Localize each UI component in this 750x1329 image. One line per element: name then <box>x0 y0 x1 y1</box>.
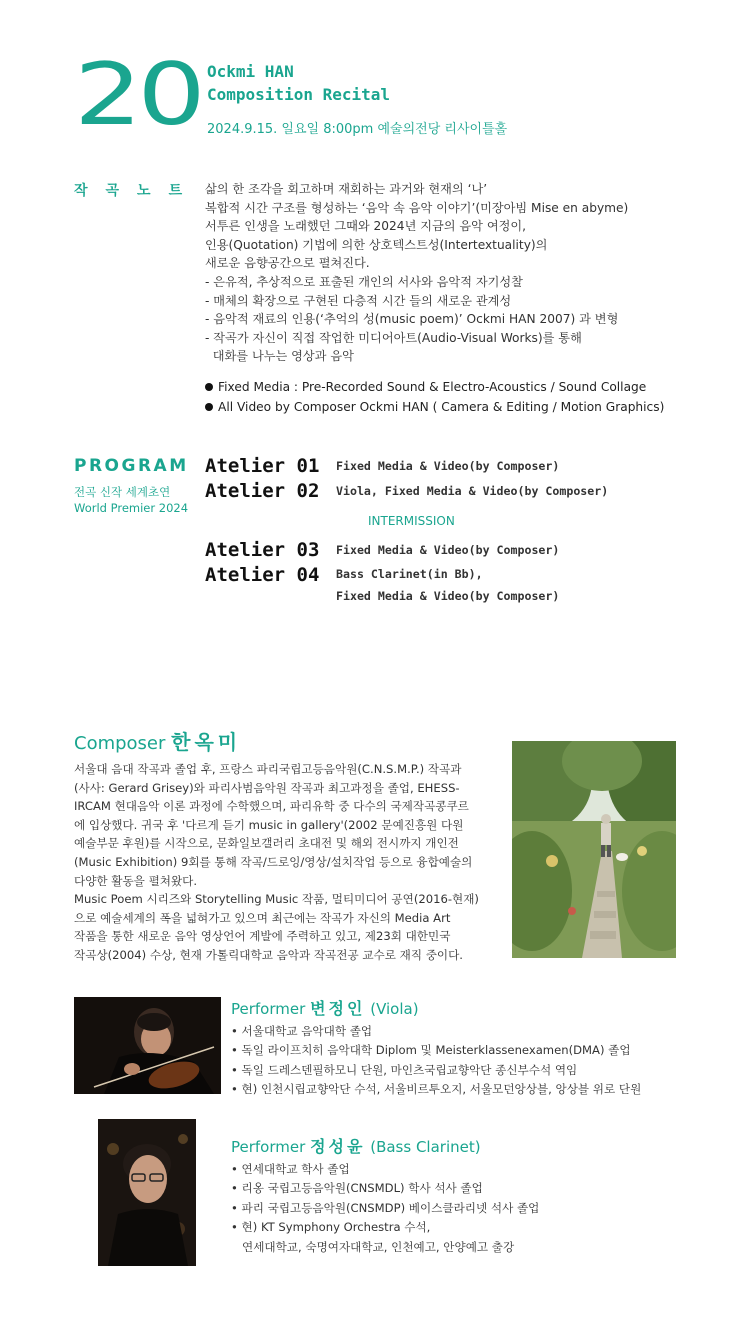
bio-line: 작품을 통한 새로운 음악 영상언어 계발에 주력하고 있고, 제23회 대한민국 <box>74 929 451 944</box>
performer-instrument: (Bass Clarinet) <box>370 1138 481 1156</box>
notes-line: - 은유적, 추상적으로 표출된 개인의 서사와 음악적 자기성찰 <box>205 274 523 289</box>
notes-line: - 음악적 재료의 인용(‘추억의 성(music poem)’ Ockmi HAN 2007) 과 변형 <box>205 312 619 327</box>
notes-line: 대화를 나누는 영상과 음악 <box>205 349 354 364</box>
list-item: • 연세대학교 학사 졸업 <box>231 1160 701 1179</box>
bio-line: (Music Exhibition) 9회를 통해 작곡/드로잉/영상/설치작업 등으로 융합예술의 <box>74 854 473 869</box>
bullet-item: All Video by Composer Ockmi HAN ( Camera & Editing / Motion Graphics) <box>205 398 725 418</box>
bio-line: Music Poem 시리즈와 Storytelling Music 작품, 멀티미디어 공연(2016-현재) <box>74 892 479 907</box>
atelier-04-title: Atelier 04 <box>205 564 320 586</box>
performer-name: 정성윤 <box>310 1137 366 1156</box>
bullet-dot-icon <box>205 383 213 391</box>
composer-notes-text <box>205 180 725 366</box>
list-item: • 독일 드레스덴필하모니 단원, 마인츠국립교향악단 종신부수석 역임 <box>231 1061 701 1080</box>
atelier-02-desc: Viola, Fixed Media & Video(by Composer) <box>336 484 609 498</box>
list-item: • 현) KT Symphony Orchestra 수석, <box>231 1218 701 1237</box>
bio-line: 예술부문 후원)를 시작으로, 문화일보갤러리 초대전 및 해외 전시까지 개인전 <box>74 836 459 851</box>
violist-photo <box>74 997 221 1094</box>
composer-role: Composer <box>74 733 166 754</box>
list-item: • 파리 국립고등음악원(CNSMDP) 베이스클라리넷 석사 졸업 <box>231 1199 701 1218</box>
atelier-03-desc: Fixed Media & Video(by Composer) <box>336 543 560 557</box>
list-item: • 독일 라이프치히 음악대학 Diplom 및 Meisterklassenexamen(DMA) 졸업 <box>231 1041 701 1060</box>
bullet-dot-icon <box>205 403 213 411</box>
notes-line: 서투른 인생을 노래했던 그때와 2024년 지금의 음악 여정이, <box>205 219 527 234</box>
performer-viola-list <box>231 1022 701 1100</box>
list-item: • 현) 인천시립교향악단 수석, 서울비르투오지, 서울모던앙상블, 앙상블 위로 단원 <box>231 1080 701 1099</box>
atelier-04-desc-line1: Bass Clarinet(in Bb), <box>336 567 483 581</box>
list-item: • 서울대학교 음악대학 졸업 <box>231 1022 701 1041</box>
bio-line: 에 입상했다. 귀국 후 '다르게 듣기 music in gallery'(2002 문예진흥원 다원 <box>74 817 464 832</box>
clarinetist-photo <box>98 1119 196 1266</box>
performer-instrument: (Viola) <box>370 1000 419 1018</box>
notes-line: - 작곡가 자신이 직접 작업한 미디어아트(Audio-Visual Works)를 통해 <box>205 330 582 345</box>
performer-clarinet-heading <box>231 1134 481 1157</box>
atelier-04-desc-line2: Fixed Media & Video(by Composer) <box>336 589 560 603</box>
bio-line: 다양한 활동을 펼쳐왔다. <box>74 873 198 888</box>
performer-role: Performer <box>231 1138 306 1156</box>
composer-heading <box>74 726 241 755</box>
notes-line: 인용(Quotation) 기법에 의한 상호텍스트성(Intertextuality)의 <box>205 237 548 252</box>
event-date-venue: 2024.9.15. 일요일 8:00pm 예술의전당 리사이틀홀 <box>207 122 508 137</box>
performer-role: Performer <box>231 1000 306 1018</box>
notes-line: 복합적 시간 구조를 형성하는 ‘음악 속 음악 이야기’(미장아빔 Mise en abyme) <box>205 200 629 215</box>
performer-name: 변정인 <box>310 999 366 1018</box>
recital-title-line2: Composition Recital <box>207 85 391 104</box>
bio-line: IRCAM 현대음악 이론 과정에 수학했으며, 파리유학 중 다수의 국제작곡콩쿠르 <box>74 799 469 814</box>
performer-clarinet-list <box>231 1160 701 1257</box>
program-subtitle-en: World Premier 2024 <box>74 501 189 515</box>
composer-bio <box>74 760 504 965</box>
notes-line: 삶의 한 조각을 회고하며 재회하는 과거와 현재의 ‘나’ <box>205 182 488 196</box>
bio-line: (사사: Gerard Grisey)와 파리사범음악원 작곡과 최고과정을 졸업, EHESS- <box>74 780 460 795</box>
recital-title-line1: Ockmi HAN <box>207 62 294 81</box>
atelier-01-title: Atelier 01 <box>205 455 320 477</box>
composer-garden-photo <box>512 741 676 958</box>
bio-line: 서울대 음대 작곡과 졸업 후, 프랑스 파리국립고등음악원(C.N.S.M.P.) 작곡과 <box>74 762 462 776</box>
bio-line: 으로 예술세계의 폭을 넓혀가고 있으며 최근에는 작곡가 자신의 Media Art <box>74 910 451 925</box>
atelier-03-title: Atelier 03 <box>205 539 320 561</box>
list-item-continuation: 연세대학교, 숙명여자대학교, 인천예고, 안양예고 출강 <box>242 1239 515 1254</box>
atelier-01-desc: Fixed Media & Video(by Composer) <box>336 459 560 473</box>
recital-number: 20 <box>74 45 201 145</box>
notes-line: - 매체의 확장으로 구현된 다층적 시간 들의 새로운 관계성 <box>205 293 512 308</box>
notes-line: 새로운 음향공간으로 펼쳐진다. <box>205 256 370 271</box>
program-label: PROGRAM <box>74 456 189 476</box>
atelier-02-title: Atelier 02 <box>205 480 320 502</box>
composer-notes-heading: 작곡노트 <box>74 183 201 199</box>
bio-line: 작곡상(2004) 수상, 현재 가톨릭대학교 음악과 작곡전공 교수로 재직 중이다. <box>74 947 463 962</box>
list-item: • 리옹 국립고등음악원(CNSMDL) 학사 석사 졸업 <box>231 1179 701 1198</box>
intermission-label: INTERMISSION <box>368 514 455 528</box>
performer-viola-heading <box>231 996 419 1019</box>
bullet-item: Fixed Media : Pre-Recorded Sound & Electro-Acoustics / Sound Collage <box>205 378 725 398</box>
composer-name: 한옥미 <box>171 730 242 754</box>
media-bullets <box>205 378 725 417</box>
program-subtitle-ko: 전곡 신작 세계초연 <box>74 485 171 499</box>
